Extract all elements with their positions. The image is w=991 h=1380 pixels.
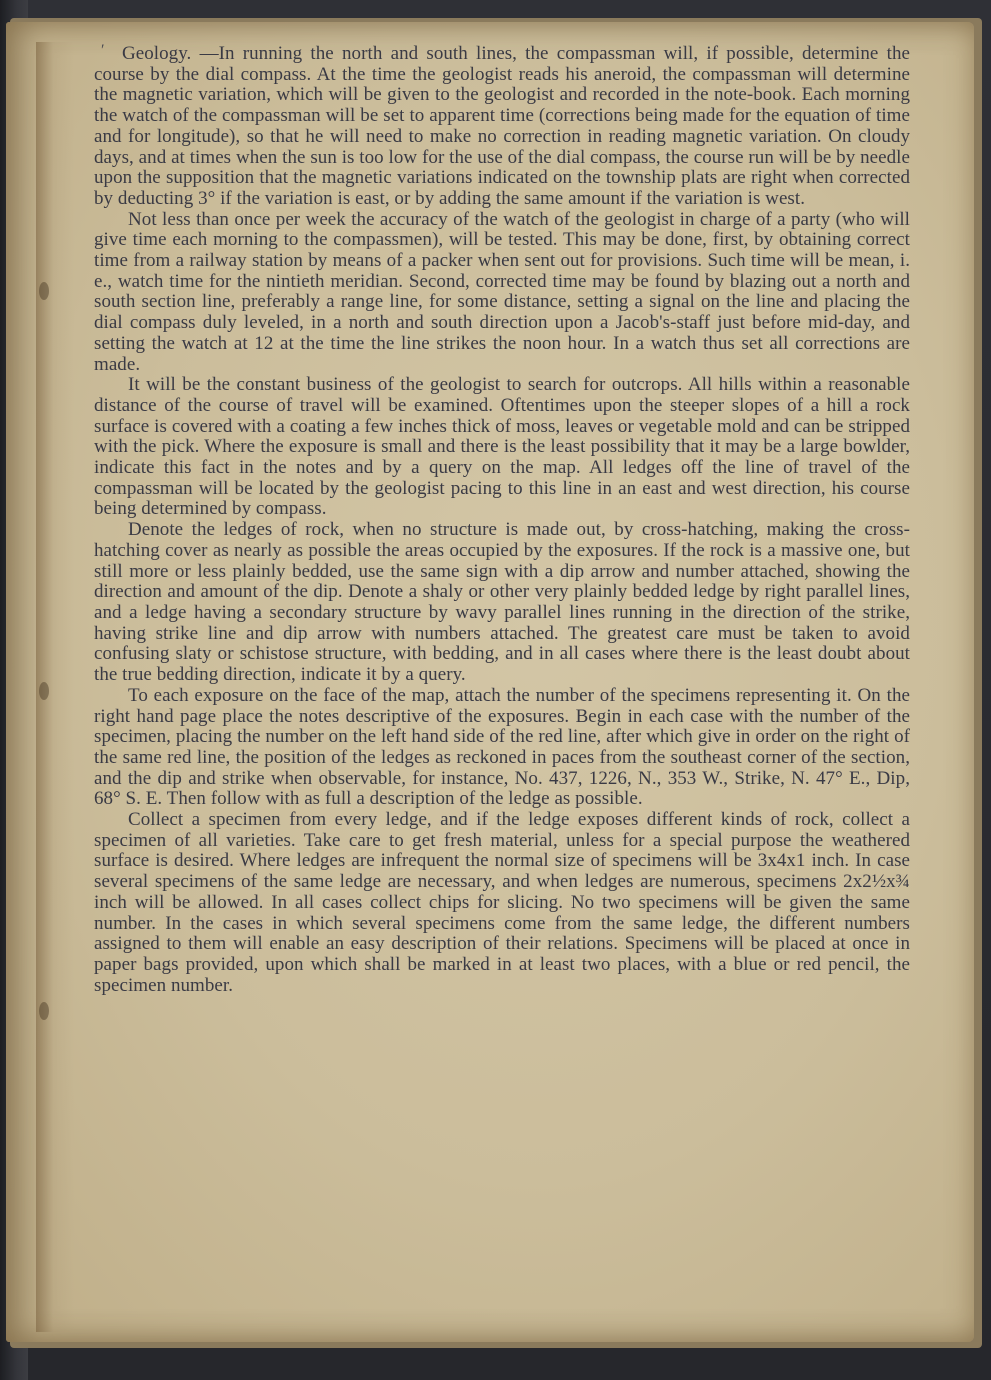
page-text	[94, 44, 910, 996]
paragraph-geology: Geology. —In running the north and south lines, the compassman will, if possible, determine the course by the dial compass. At the time the geologist reads his aneroid, the compassman will determine the magnetic variation, which will be given to the geologist and recorded in the note-book. Each morning the watch of the compassman will be set to apparent time (corrections being made for the equation of time and for longitude), so that he will need to make no correction in reading magnetic variation. On cloudy days, and at times when the sun is too low for the use of the dial compass, the course run will be by needle upon the supposition that the magnetic variations indicated on the township plats are right when corrected by deducting 3° if the variation is east, or by adding the same amount if the variation is west.	[94, 43, 910, 209]
margin-mark: ′	[101, 42, 105, 59]
paragraph-collect-specimens: Collect a specimen from every ledge, and if the ledge exposes different kinds of rock, collect a specimen of all varieties. Take care to get fresh material, unless for a special purpose the weathered surface is desired. Where ledges are infrequent the normal size of specimens will be 3x4x1 inch. In case several specimens of the same ledge are necessary, and when ledges are numerous, specimens 2x2½x¾ inch will be allowed. In all cases collect chips for slicing. No two specimens will be given the same number. In the cases in which several specimens come from the same ledge, the different numbers assigned to them will enable an easy description of their relations. Specimens will be placed at once in paper bags provided, upon which shall be marked in at least two places, with a blue or red pencil, the specimen number.	[94, 809, 910, 996]
binding-stitch	[39, 1002, 49, 1020]
binding-stitch	[39, 682, 49, 700]
paragraph-ledge-symbols: Denote the ledges of rock, when no structure is made out, by cross-hatching, making the cross-hatching cover as nearly as possible the areas occupied by the exposures. If the rock is a massive one, but still more or less plainly bedded, use the same sign with a dip arrow and number attached, showing the direction and amount of the dip. Denote a shaly or other very plainly bedded ledge by right parallel lines, and a ledge having a secondary structure by wavy parallel lines running in the direction of the strike, having strike line and dip arrow with numbers attached. The greatest care must be taken to avoid confusing slaty or schistose structure, with bedding, and in all cases where there is the least doubt about the true bedding direction, indicate it by a query.	[94, 519, 910, 686]
paragraph-watch-testing: Not less than once per week the accuracy of the watch of the geologist in charge of a party (who will give time each morning to the compassmen), will be tested. This may be done, first, by obtaining correct time from a railway station by means of a packer when sent out for provisions. Such time will be mean, i. e., watch time for the nintieth meridian. Second, corrected time may be found by blazing out a north and south section line, preferably a range line, for some distance, setting a signal on the line and placing the dial compass duly leveled, in a north and south direction upon a Jacob's-staff just before mid-day, and setting the watch at 12 at the time the line strikes the noon hour. In a watch thus set all corrections are made.	[94, 208, 910, 375]
binding-stitch	[39, 282, 49, 300]
paragraph-specimen-numbers: To each exposure on the face of the map, attach the number of the specimens representing it. On the right hand page place the notes descriptive of the exposures. Begin in each case with the number of the specimen, placing the number on the left hand side of the red line, after which give in order on the right of the same red line, the position of the ledges as reckoned in paces from the southeast corner of the section, and the dip and strike when observable, for instance, No. 437, 1226, N., 353 W., Strike, N. 47° E., Dip, 68° S. E. Then follow with as full a description of the ledge as possible.	[94, 684, 910, 810]
paragraph-outcrops: It will be the constant business of the geologist to search for outcrops. All hills within a reasonable distance of the course of travel will be examined. Oftentimes upon the steeper slopes of a hill a rock surface is covered with a coating a few inches thick of moss, leaves or vegetable mold and can be stripped with the pick. Where the exposure is small and there is the least possibility that it may be a large bowlder, indicate this fact in the notes and by a query on the map. All ledges off the line of travel of the compassman will be located by the geologist pacing to this line in an east and west direction, his course being determined by compass.	[94, 374, 910, 520]
